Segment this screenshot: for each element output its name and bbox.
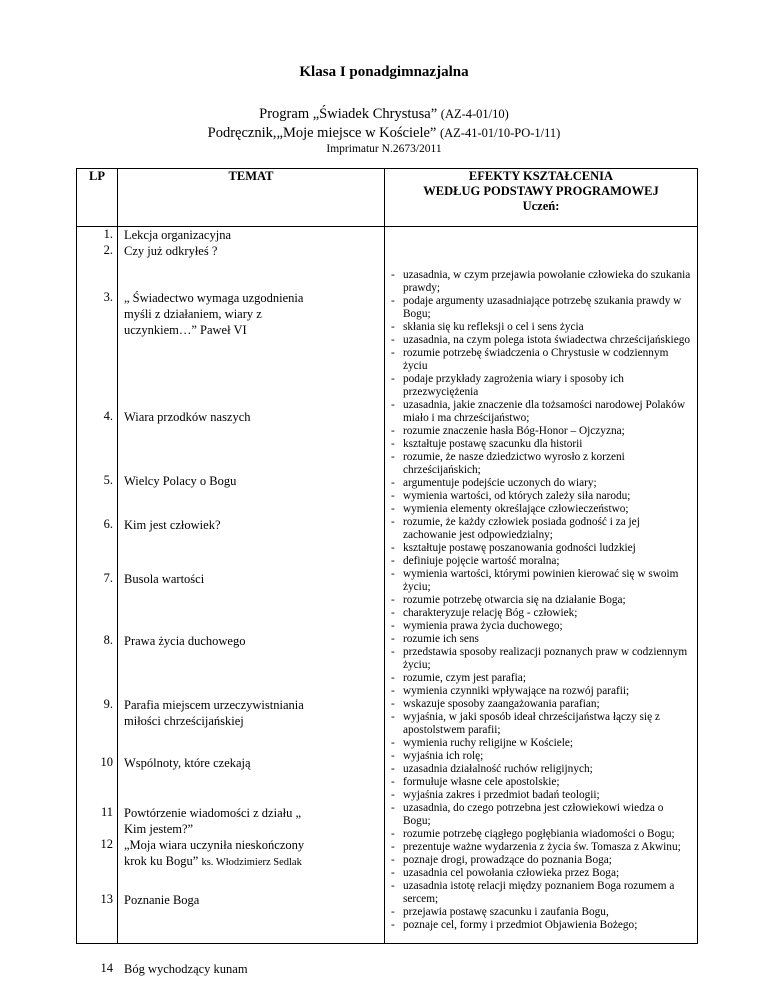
effect-line: poznaje cel, formy i przedmiot Objawienia Bożego; — [403, 919, 638, 931]
topic-title-line: myśli z działaniem, wiary z — [124, 307, 262, 321]
effect-line: uzasadnia, jakie znaczenie dla tożsamości narodowej Polaków — [403, 399, 685, 411]
topic-title-line: Kim jestem?” — [124, 822, 194, 836]
effect-line: definiuje pojęcie wartość moralna; — [403, 555, 560, 567]
topic-title-line: Kim jest człowiek? — [124, 518, 221, 532]
effect-line: wymienia wartości, którymi powinien kierować się w swoim — [403, 568, 679, 580]
topic-number: 5. — [103, 473, 113, 487]
effect-item — [391, 477, 693, 490]
bullet-dash: - — [391, 490, 395, 502]
effect-item — [391, 542, 693, 555]
topic-title — [124, 571, 379, 587]
effect-cell — [385, 227, 697, 943]
effect-item — [391, 841, 693, 854]
effect-line: przezwyciężenia — [403, 386, 479, 398]
bullet-dash: - — [391, 841, 395, 853]
effect-line: wymienia prawa życia duchowego; — [403, 620, 563, 632]
topic-title-text: krok ku Bogu” — [124, 854, 202, 868]
header-temat: TEMAT — [118, 169, 385, 227]
effect-item — [391, 919, 693, 932]
body-row — [77, 227, 698, 944]
lp-column — [77, 227, 118, 975]
effect-line: wyjaśnia zakres i przedmiot badań teologii; — [403, 789, 600, 801]
bullet-dash: - — [391, 542, 395, 554]
effect-item — [391, 503, 693, 516]
effect-line: chrześcijańskich; — [403, 464, 481, 476]
bullet-dash: - — [391, 451, 395, 463]
topic-cell — [118, 227, 384, 976]
topic-number: 12 — [100, 837, 113, 851]
topic-number: 7. — [103, 571, 113, 585]
lp-cell — [77, 227, 117, 975]
effect-line: charakteryzuje relację Bóg - człowiek; — [403, 607, 578, 619]
bullet-dash: - — [391, 399, 395, 411]
effect-item — [391, 620, 693, 633]
topic-number: 8. — [103, 633, 113, 647]
effect-item — [391, 594, 693, 607]
topic-title-line: Bóg wychodzący kunam — [124, 962, 248, 976]
effect-item — [391, 516, 693, 542]
effect-item — [391, 867, 693, 880]
bullet-dash: - — [391, 750, 395, 762]
topic-title — [124, 837, 379, 871]
topic-title-line: uczynkiem…” Paweł VI — [124, 323, 247, 337]
topic-title-line: Poznanie Boga — [124, 893, 200, 907]
bullet-dash: - — [391, 685, 395, 697]
bullet-dash: - — [391, 477, 395, 489]
effect-line: podaje przykłady zagrożenia wiary i sposoby ich — [403, 373, 624, 385]
effect-line: wymienia ruchy religijne w Kościele; — [403, 737, 574, 749]
effect-line: rozumie znaczenie hasła Bóg-Honor – Ojczyzna; — [403, 425, 625, 437]
curriculum-table — [76, 168, 698, 976]
topic-title — [124, 290, 379, 338]
textbook-code: (AZ-41-01/10-PO-1/11) — [439, 126, 561, 140]
topic-title — [124, 243, 379, 259]
header-efekty — [385, 169, 698, 227]
effect-item — [391, 334, 693, 347]
temat-column — [118, 227, 385, 976]
effect-line: rozumie, że każdy człowiek posiada godność i za jej — [403, 516, 640, 528]
bullet-dash: - — [391, 607, 395, 619]
topic-title — [124, 409, 379, 425]
bullet-dash: - — [391, 698, 395, 710]
bullet-dash: - — [391, 672, 395, 684]
bullet-dash: - — [391, 737, 395, 749]
effect-line: wyjaśnia, w jaki sposób ideał chrześcijaństwa łączy się z — [403, 711, 660, 723]
bullet-dash: - — [391, 568, 395, 580]
effect-line: uzasadnia, do czego potrzebna jest człowiekowi wiedza o — [403, 802, 664, 814]
topic-number: 4. — [103, 409, 113, 423]
topic-number: 10 — [100, 755, 113, 769]
imprimatur: Imprimatur N.2673/2011 — [326, 143, 442, 155]
effect-line: przedstawia sposoby realizacji poznanych praw w codziennym — [403, 646, 688, 658]
effect-line: uzasadnia cel powołania człowieka przez Boga; — [403, 867, 620, 879]
bullet-dash: - — [391, 919, 395, 931]
bullet-dash: - — [391, 906, 395, 918]
effect-item — [391, 672, 693, 685]
bullet-dash: - — [391, 295, 395, 307]
topic-number: 9. — [103, 697, 113, 711]
topic-title-line — [124, 853, 379, 871]
topic-title-line: Busola wartości — [124, 572, 205, 586]
effect-item — [391, 737, 693, 750]
effect-item — [391, 633, 693, 646]
topic-title — [124, 805, 379, 837]
header-efekty-line3: Uczeń: — [522, 199, 560, 213]
topic-title-line: Powtórzenie wiadomości z działu „ — [124, 806, 302, 820]
effect-line: wskazuje sposoby zaangażowania parafian; — [403, 698, 600, 710]
effect-line: Bogu; — [403, 308, 431, 320]
effect-item — [391, 321, 693, 334]
topic-title-line: Prawa życia duchowego — [124, 634, 246, 648]
textbook-line — [0, 125, 768, 142]
bullet-dash: - — [391, 347, 395, 359]
topic-title — [124, 961, 379, 977]
topic-author: ks. Włodzimierz Sedlak — [201, 857, 302, 868]
header-efekty-line2: WEDŁUG PODSTAWY PROGRAMOWEJ — [423, 184, 659, 198]
bullet-dash: - — [391, 334, 395, 346]
effect-item — [391, 295, 693, 321]
bullet-dash: - — [391, 789, 395, 801]
header-row — [77, 169, 698, 227]
bullet-dash: - — [391, 828, 395, 840]
topic-title-line: Czy już odkryłeś ? — [124, 244, 218, 258]
effect-item — [391, 828, 693, 841]
effect-line: rozumie potrzebę ciągłego pogłębiania wiadomości o Bogu; — [403, 828, 675, 840]
effect-line: rozumie, czym jest parafia; — [403, 672, 526, 684]
bullet-dash: - — [391, 516, 395, 528]
effect-item — [391, 802, 693, 828]
effect-item — [391, 347, 693, 373]
document-title: Klasa I ponadgimnazjalna — [299, 64, 469, 80]
effect-item — [391, 451, 693, 477]
topic-number: 13 — [100, 892, 113, 906]
effect-line: prawdy; — [403, 282, 441, 294]
effect-line: rozumie, że nasze dziedzictwo wyrosło z korzeni — [403, 451, 625, 463]
effect-line: uzasadnia, na czym polega istota świadectwa chrześcijańskiego — [403, 334, 691, 346]
effect-item — [391, 776, 693, 789]
topic-number: 2. — [103, 243, 113, 257]
bullet-dash: - — [391, 373, 395, 385]
effect-item — [391, 490, 693, 503]
topic-number: 3. — [103, 290, 113, 304]
effect-item — [391, 685, 693, 698]
bullet-dash: - — [391, 646, 395, 658]
bullet-dash: - — [391, 321, 395, 333]
topic-title — [124, 227, 379, 243]
effect-line: zachowanie jest odpowiedzialny; — [403, 529, 553, 541]
effect-line: rozumie potrzebę świadczenia o Chrystusie w codziennym — [403, 347, 669, 359]
effect-line: Bogu; — [403, 815, 431, 827]
effect-item — [391, 555, 693, 568]
topic-number: 14 — [100, 961, 113, 975]
topic-title-line: Wiara przodków naszych — [124, 410, 251, 424]
effect-line: sercem; — [403, 893, 439, 905]
effect-line: wymienia wartości, od których zależy siła narodu; — [403, 490, 631, 502]
topic-title — [124, 633, 379, 649]
effect-line: apostolstwem parafii; — [403, 724, 501, 736]
bullet-dash: - — [391, 438, 395, 450]
effect-line: uzasadnia istotę relacji między poznaniem Boga rozumem a — [403, 880, 675, 892]
bullet-dash: - — [391, 633, 395, 645]
effect-line: przejawia postawę szacunku i zaufania Bogu, — [403, 906, 609, 918]
program-code: (AZ-4-01/10) — [440, 107, 509, 121]
effect-item — [391, 425, 693, 438]
bullet-dash: - — [391, 269, 395, 281]
effect-line: skłania się ku refleksji o cel i sens życia — [403, 321, 584, 333]
effect-item — [391, 269, 693, 295]
effect-line: prezentuje ważne wydarzenia z życia św. Tomasza z Akwinu; — [403, 841, 681, 853]
program-name: Program „Świadek Chrystusa” — [259, 106, 438, 122]
bullet-dash: - — [391, 763, 395, 775]
topic-number: 11 — [100, 805, 113, 819]
effect-line: życiu; — [403, 659, 431, 671]
effect-line: kształtuje postawę szacunku dla historii — [403, 438, 583, 450]
program-line — [0, 106, 768, 123]
effect-line: życiu; — [403, 581, 431, 593]
effect-line: podaje argumenty uzasadniające potrzebę szukania prawdy w — [403, 295, 682, 307]
bullet-dash: - — [391, 503, 395, 515]
effect-item — [391, 399, 693, 425]
topic-title-line: miłości chrześcijańskiej — [124, 714, 244, 728]
topic-title-line: Wielcy Polacy o Bogu — [124, 474, 237, 488]
bullet-dash: - — [391, 867, 395, 879]
topic-title — [124, 697, 379, 729]
effect-item — [391, 750, 693, 763]
topic-title — [124, 517, 379, 533]
effect-line: rozumie ich sens — [403, 633, 479, 645]
bullet-dash: - — [391, 802, 395, 814]
effect-item — [391, 646, 693, 672]
effect-item — [391, 568, 693, 594]
topic-title — [124, 473, 379, 489]
effect-line: miało i ma chrześcijaństwo; — [403, 412, 530, 424]
topic-number: 1. — [103, 227, 113, 241]
effect-item — [391, 906, 693, 919]
effect-line: kształtuje postawę poszanowania godności ludzkiej — [403, 542, 636, 554]
effect-item — [391, 607, 693, 620]
efekty-column — [385, 227, 698, 944]
effect-line: wymienia czynniki wpływające na rozwój parafii; — [403, 685, 630, 697]
effect-item — [391, 854, 693, 867]
effect-line: wymienia elementy określające człowieczeństwo; — [403, 503, 629, 515]
topic-title-line: „Moja wiara uczyniła nieskończony — [124, 838, 305, 852]
topic-title — [124, 755, 379, 771]
effect-item — [391, 711, 693, 737]
effect-line: poznaje drogi, prowadzące do poznania Boga; — [403, 854, 612, 866]
bullet-dash: - — [391, 425, 395, 437]
effect-item — [391, 763, 693, 776]
effect-item — [391, 789, 693, 802]
bullet-dash: - — [391, 854, 395, 866]
effect-line: argumentuje podejście uczonych do wiary; — [403, 477, 597, 489]
bullet-dash: - — [391, 620, 395, 632]
topic-title-line: Parafia miejscem urzeczywistniania — [124, 698, 304, 712]
bullet-dash: - — [391, 776, 395, 788]
effect-line: uzasadnia działalność ruchów religijnych; — [403, 763, 593, 775]
topic-title — [124, 892, 379, 908]
bullet-dash: - — [391, 555, 395, 567]
header-efekty-line1: EFEKTY KSZTAŁCENIA — [468, 169, 614, 183]
effect-line: rozumie potrzebę otwarcia się na działanie Boga; — [403, 594, 626, 606]
topic-number: 6. — [103, 517, 113, 531]
effect-line: uzasadnia, w czym przejawia powołanie człowieka do szukania — [403, 269, 691, 281]
bullet-dash: - — [391, 880, 395, 892]
effect-line: wyjaśnia ich rolę; — [403, 750, 484, 762]
effect-item — [391, 698, 693, 711]
effect-line: życiu — [403, 360, 428, 372]
topic-title-line: „ Świadectwo wymaga uzgodnienia — [124, 291, 304, 305]
header-lp: LP — [77, 169, 118, 227]
effect-item — [391, 438, 693, 451]
topic-title-line: Lekcja organizacyjna — [124, 228, 232, 242]
effect-item — [391, 880, 693, 906]
topic-title-line: Wspólnoty, które czekają — [124, 756, 251, 770]
bullet-dash: - — [391, 711, 395, 723]
textbook-name: Podręcznik,„Moje miejsce w Kościele” — [207, 125, 437, 141]
effect-item — [391, 373, 693, 399]
bullet-dash: - — [391, 594, 395, 606]
effect-line: formułuje własne cele apostolskie; — [403, 776, 560, 788]
